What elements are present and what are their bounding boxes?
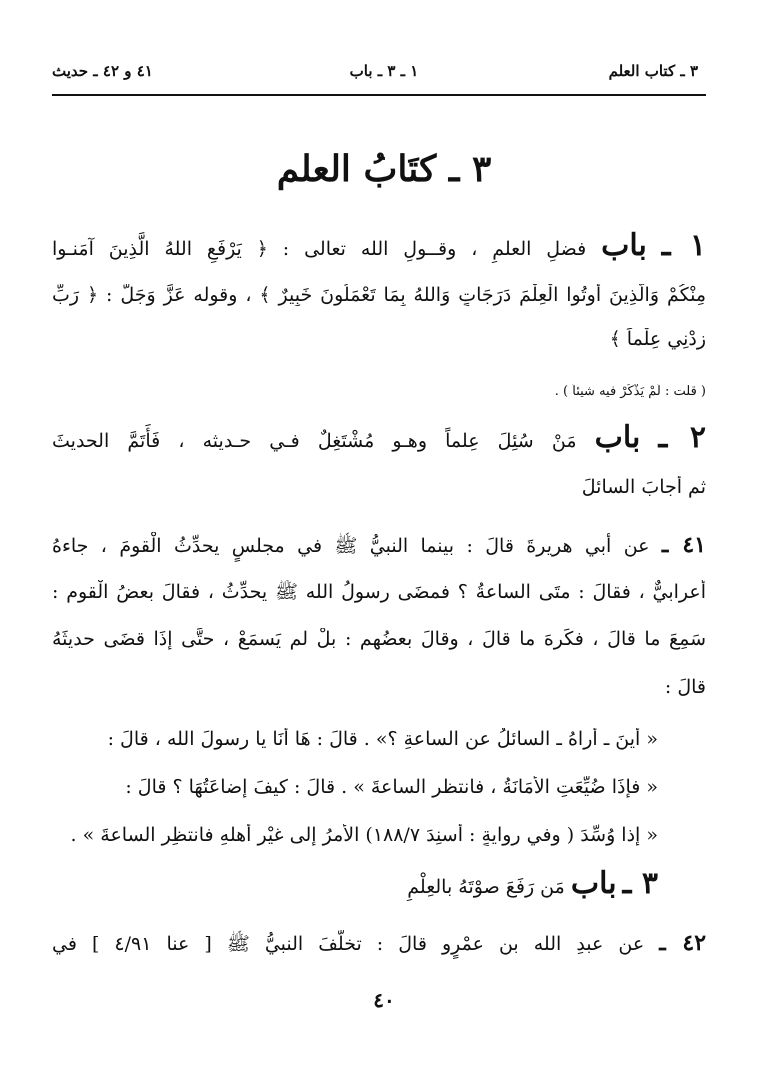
bab2-label: باب [594, 420, 641, 455]
bab1-text-3: زِدْنِي عِلْماً ﴾ [609, 328, 706, 350]
hadith42-text-1: عن عبدِ الله بن عمْرٍو قالَ : تخلَّفَ النبيُّ ﷺ [ عنا ٤/٩١ ] في [52, 933, 645, 955]
bab1-text-1: فضلِ العلمِ ، وقــولِ الله تعالى : ﴿ يَرْفَعِ اللهُ الَّذِينَ آمَنـوا [52, 238, 587, 260]
page-number: ٤٠ [373, 988, 395, 1012]
bab3-line1 [52, 866, 658, 901]
header-section: ١ ـ ٣ ـ باب [349, 62, 419, 80]
bab3-label: باب [570, 866, 617, 901]
chapter-title: ٣ ـ كتَابُ العلم [276, 148, 492, 190]
hadith42-line1 [52, 930, 706, 960]
bab1-number: ١ ـ [661, 228, 706, 263]
bab1-text-2: مِنْكُمْ وَالَّذِينَ أُوتُوا الْعِلْمَ دَرَجَاتٍ وَاللهُ بِمَا تَعْمَلُونَ خَبِيرٌ ﴾ ، وقوله عَزَّ وَجَلَّ : ﴿ رَبِّ [52, 284, 706, 306]
header-hadith-range: ٤١ و ٤٢ ـ حديث [52, 62, 153, 80]
bab3-text-1: مَن رَفَعَ صوْتَهُ بالعِلْمِ [407, 876, 565, 898]
hadith41-line1 [52, 532, 706, 562]
bab2-text-2: ثم أجابَ السائلَ [581, 476, 706, 498]
bab1-line1 [52, 228, 706, 263]
bab2-line1 [52, 420, 706, 455]
header-divider [52, 94, 706, 96]
bab3-number: ٣ ـ [622, 866, 658, 901]
header-chapter: ٣ ـ كتاب العلم [608, 62, 698, 80]
hadith41-text-3: سَمِعَ ما قالَ ، فكَرِهَ ما قالَ ، وقالَ بعضُهم : بلْ لم يَسمَعْ ، حتَّى إذَا قضَى حديثَهُ [52, 628, 706, 650]
hadith41-text-4: قالَ : [664, 676, 706, 698]
hadith42-number: ٤٢ ـ [659, 930, 706, 956]
hadith41-text-2: أعرابيٌّ ، فقالَ : متَى الساعةُ ؟ فمضَى رسولُ الله ﷺ يحدِّثُ ، فقالَ بعضُ الْقوم : [52, 581, 706, 603]
hadith41-text-1: عن أبي هريرةَ قالَ : بينما النبيُّ ﷺ في مجلسٍ يحدِّثُ الْقومَ ، جاءهُ [52, 535, 650, 557]
hadith41-quote-1: « أينَ ـ أُراهُ ـ السائلُ عنِ الساعةِ ؟» . قالَ : هَا أَنَا يا رسولَ الله ، قالَ : [107, 728, 658, 750]
hadith41-quote-2: « فإذَا ضُيِّعَتِ الأَمَانَةُ ، فانتظرِ الساعةَ » . قالَ : كيفَ إضاعَتُهَا ؟ قالَ : [125, 776, 658, 798]
hadith41-number: ٤١ ـ [661, 532, 706, 558]
bab2-text-1: مَنْ سُئِلَ عِلماً وهـو مُشْتَغِلٌ فـي حـديثه ، فَأَتَمَّ الحديثَ [52, 430, 577, 452]
bab1-label: باب [601, 228, 647, 263]
bab2-number: ٢ ـ [658, 420, 706, 455]
bab1-note: ( قلت : لَمْ يَذْكُرْ فيه شيئاً ) . [554, 384, 706, 399]
hadith41-quote-3: « إذا وُسِّدَ ( وفي روايةٍ : أُسنِدَ ١٨٨/٧) الأمرُ إلى غيْرِ أهلهِ فانتظِرِ الساعةَ » . [70, 824, 658, 846]
